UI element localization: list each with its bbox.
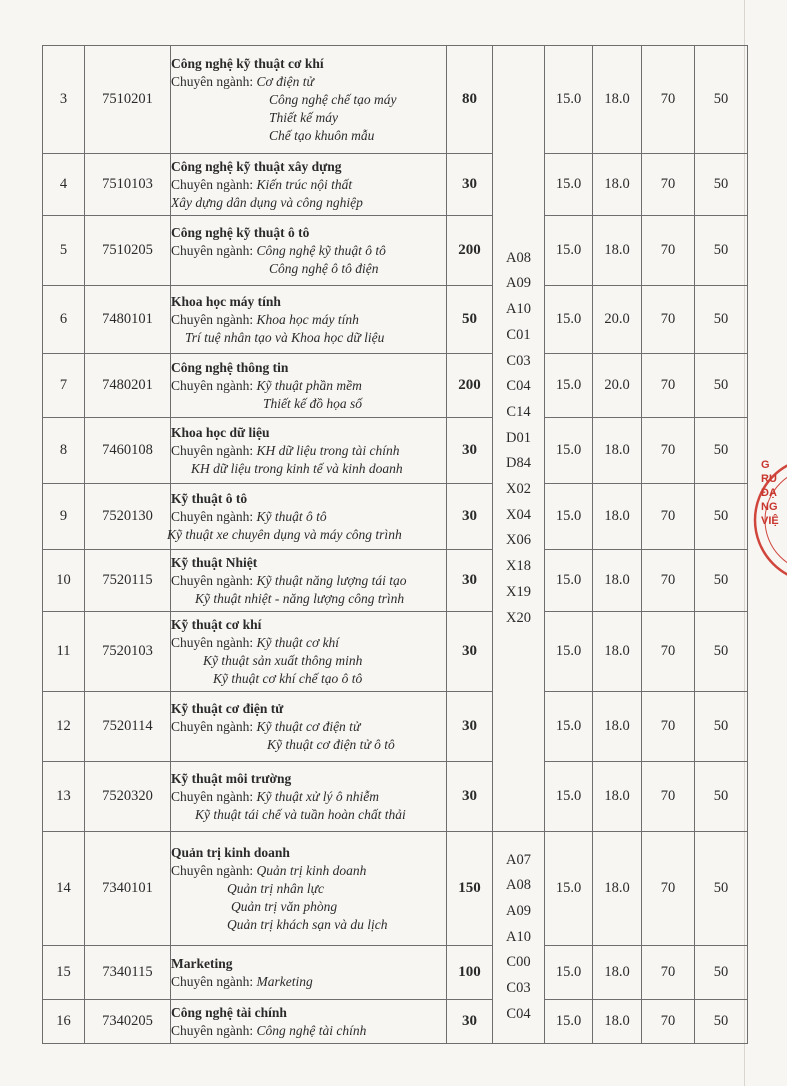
score-value-3: 70 xyxy=(642,550,695,612)
major-name-cell xyxy=(171,354,447,418)
quota: 30 xyxy=(447,1000,493,1044)
combo-code: C03 xyxy=(506,352,531,369)
score-value-1: 15.0 xyxy=(545,154,593,216)
row-number: 3 xyxy=(43,46,85,154)
major-title: Công nghệ thông tin xyxy=(171,359,289,375)
combo-code: A10 xyxy=(506,928,531,945)
major-title: Kỹ thuật môi trường xyxy=(171,770,292,786)
score-value-2: 18.0 xyxy=(593,762,642,832)
score-value-4: 50 xyxy=(695,946,748,1000)
table-row xyxy=(43,154,748,216)
quota: 80 xyxy=(447,46,493,154)
specialization-line xyxy=(171,91,446,109)
specialization-line xyxy=(171,194,446,212)
combo-code: C04 xyxy=(506,1005,531,1022)
row-number: 12 xyxy=(43,692,85,762)
official-seal-fragment xyxy=(747,440,787,610)
specialization-line xyxy=(171,670,446,688)
admissions-table xyxy=(42,45,748,1044)
specialization-line xyxy=(171,73,446,91)
major-code: 7480101 xyxy=(85,286,171,354)
major-code: 7520115 xyxy=(85,550,171,612)
row-number: 11 xyxy=(43,612,85,692)
major-title: Công nghệ tài chính xyxy=(171,1004,287,1020)
specialization-prefix: Chuyên ngành: xyxy=(171,718,257,734)
major-name-cell xyxy=(167,484,447,550)
score-value-4: 50 xyxy=(695,484,748,550)
major-code: 7520114 xyxy=(85,692,171,762)
specialization-prefix: Chuyên ngành: xyxy=(171,442,257,458)
table-row xyxy=(43,692,748,762)
specialization-name: Chế tạo khuôn mẫu xyxy=(269,127,375,143)
specialization-line xyxy=(171,508,446,526)
score-value-3: 70 xyxy=(642,612,695,692)
specialization-line xyxy=(171,311,446,329)
specialization-line xyxy=(171,973,446,991)
score-value-2: 18.0 xyxy=(593,550,642,612)
seal-letter-line: ĐẠ xyxy=(761,487,777,499)
combo-code: C04 xyxy=(506,378,531,395)
table-row xyxy=(43,354,748,418)
combo-code: A10 xyxy=(506,301,531,318)
combo-code: X06 xyxy=(506,532,531,549)
major-code: 7480201 xyxy=(85,354,171,418)
specialization-prefix: Chuyên ngành: xyxy=(171,634,257,650)
score-value-2: 18.0 xyxy=(593,946,642,1000)
specialization-line xyxy=(171,806,446,824)
major-title: Công nghệ kỹ thuật ô tô xyxy=(171,224,310,240)
specialization-line xyxy=(171,395,446,413)
score-value-2: 18.0 xyxy=(593,154,642,216)
subject-combinations-group-b xyxy=(493,832,545,1044)
major-title: Kỹ thuật Nhiệt xyxy=(171,554,258,570)
major-name-cell xyxy=(171,762,447,832)
combo-code: X04 xyxy=(506,506,531,523)
score-value-2: 18.0 xyxy=(593,484,642,550)
score-value-3: 70 xyxy=(642,946,695,1000)
score-value-4: 50 xyxy=(695,550,748,612)
quota: 30 xyxy=(447,612,493,692)
major-name-cell xyxy=(171,612,447,692)
row-number: 13 xyxy=(43,762,85,832)
quota: 30 xyxy=(447,692,493,762)
specialization-name: Kỹ thuật xử lý ô nhiễm xyxy=(256,788,379,804)
specialization-name: Kỹ thuật xe chuyên dụng và máy công trình xyxy=(167,526,402,542)
score-value-4: 50 xyxy=(695,692,748,762)
score-value-4: 50 xyxy=(695,418,748,484)
combo-code: C00 xyxy=(506,954,531,971)
quota: 150 xyxy=(447,832,493,946)
quota: 200 xyxy=(447,216,493,286)
specialization-prefix: Chuyên ngành: xyxy=(171,73,257,89)
specialization-line xyxy=(171,590,446,608)
specialization-name: Khoa học máy tính xyxy=(256,311,359,327)
seal-letter-line: NG xyxy=(761,501,778,513)
specialization-prefix: Chuyên ngành: xyxy=(171,311,257,327)
score-value-2: 18.0 xyxy=(593,418,642,484)
specialization-prefix: Chuyên ngành: xyxy=(171,572,257,588)
table-row xyxy=(43,946,748,1000)
score-value-4: 50 xyxy=(695,762,748,832)
specialization-name: Thiết kế đồ họa số xyxy=(263,395,362,411)
seal-letter-line: G xyxy=(761,459,770,471)
score-value-3: 70 xyxy=(642,484,695,550)
specialization-prefix: Chuyên ngành: xyxy=(171,1022,257,1038)
specialization-line xyxy=(171,176,446,194)
seal-letter-line: RU xyxy=(761,473,777,485)
specialization-name: Quản trị nhân lực xyxy=(227,880,324,896)
row-number: 10 xyxy=(43,550,85,612)
score-value-3: 70 xyxy=(642,692,695,762)
score-value-2: 18.0 xyxy=(593,692,642,762)
specialization-prefix: Chuyên ngành: xyxy=(171,377,257,393)
score-value-3: 70 xyxy=(642,216,695,286)
specialization-line xyxy=(171,127,446,145)
specialization-prefix: Chuyên ngành: xyxy=(171,176,257,192)
score-value-4: 50 xyxy=(695,1000,748,1044)
major-name-cell xyxy=(171,832,447,946)
table-row xyxy=(43,832,748,946)
specialization-name: Kiến trúc nội thất xyxy=(256,176,353,192)
score-value-3: 70 xyxy=(642,354,695,418)
score-value-1: 15.0 xyxy=(545,692,593,762)
score-value-4: 50 xyxy=(695,354,748,418)
major-title: Công nghệ kỹ thuật xây dựng xyxy=(171,158,342,174)
table-row xyxy=(43,286,748,354)
specialization-line xyxy=(171,242,446,260)
score-value-2: 18.0 xyxy=(593,46,642,154)
score-value-2: 20.0 xyxy=(593,354,642,418)
specialization-line xyxy=(171,718,446,736)
specialization-line xyxy=(171,572,446,590)
score-value-2: 18.0 xyxy=(593,1000,642,1044)
specialization-name: Kỹ thuật sản xuất thông minh xyxy=(203,652,363,668)
combo-code: C14 xyxy=(506,403,531,420)
score-value-3: 70 xyxy=(642,762,695,832)
score-value-1: 15.0 xyxy=(545,550,593,612)
specialization-name: Công nghệ kỹ thuật ô tô xyxy=(256,242,386,258)
combo-code: A08 xyxy=(506,877,531,894)
row-number: 15 xyxy=(43,946,85,1000)
major-code: 7340205 xyxy=(85,1000,171,1044)
score-value-1: 15.0 xyxy=(545,612,593,692)
major-code: 7340115 xyxy=(85,946,171,1000)
table-row xyxy=(43,484,748,550)
table-row xyxy=(43,46,748,154)
major-name-cell xyxy=(171,550,447,612)
quota: 100 xyxy=(447,946,493,1000)
seal-lettering xyxy=(761,458,779,528)
major-title: Công nghệ kỹ thuật cơ khí xyxy=(171,55,324,71)
major-name-cell xyxy=(171,154,447,216)
combo-code: D01 xyxy=(506,429,531,446)
specialization-name: Kỹ thuật tái chế và tuần hoàn chất thải xyxy=(195,806,406,822)
combo-code: C03 xyxy=(506,980,531,997)
quota: 30 xyxy=(447,484,493,550)
combo-code: X02 xyxy=(506,481,531,498)
quota: 30 xyxy=(447,418,493,484)
specialization-name: Kỹ thuật cơ điện tử ô tô xyxy=(267,736,395,752)
specialization-line xyxy=(171,260,446,278)
specialization-prefix: Chuyên ngành: xyxy=(171,508,257,524)
combo-code: X20 xyxy=(506,609,531,626)
specialization-name: KH dữ liệu trong kinh tế và kinh doanh xyxy=(191,460,403,476)
score-value-4: 50 xyxy=(695,612,748,692)
specialization-line xyxy=(171,862,446,880)
major-title: Kỹ thuật ô tô xyxy=(171,490,248,506)
row-number: 14 xyxy=(43,832,85,946)
score-value-2: 18.0 xyxy=(593,216,642,286)
specialization-line xyxy=(171,377,446,395)
specialization-line xyxy=(171,442,446,460)
score-value-4: 50 xyxy=(695,832,748,946)
score-value-1: 15.0 xyxy=(545,418,593,484)
score-value-3: 70 xyxy=(642,1000,695,1044)
specialization-name: Công nghệ chế tạo máy xyxy=(269,91,397,107)
major-name-cell xyxy=(171,692,447,762)
score-value-1: 15.0 xyxy=(545,46,593,154)
score-value-2: 18.0 xyxy=(593,832,642,946)
table-row xyxy=(43,550,748,612)
specialization-line xyxy=(167,526,446,544)
row-number: 5 xyxy=(43,216,85,286)
major-title: Kỹ thuật cơ điện tử xyxy=(171,700,284,716)
score-value-1: 15.0 xyxy=(545,354,593,418)
major-title: Khoa học dữ liệu xyxy=(171,424,270,440)
major-code: 7510103 xyxy=(85,154,171,216)
major-name-cell xyxy=(171,946,447,1000)
specialization-line xyxy=(171,109,446,127)
table-row xyxy=(43,1000,748,1044)
specialization-name: Thiết kế máy xyxy=(269,109,338,125)
score-value-3: 70 xyxy=(642,286,695,354)
row-number: 9 xyxy=(43,484,85,550)
specialization-line xyxy=(171,1022,446,1040)
quota: 30 xyxy=(447,762,493,832)
table-row xyxy=(43,418,748,484)
row-number: 8 xyxy=(43,418,85,484)
specialization-prefix: Chuyên ngành: xyxy=(171,973,257,989)
specialization-name: Kỹ thuật năng lượng tái tạo xyxy=(256,572,407,588)
table-row xyxy=(43,612,748,692)
row-number: 6 xyxy=(43,286,85,354)
row-number: 7 xyxy=(43,354,85,418)
major-code: 7520103 xyxy=(85,612,171,692)
specialization-name: Kỹ thuật nhiệt - năng lượng công trình xyxy=(195,590,405,606)
score-value-4: 50 xyxy=(695,154,748,216)
seal-letter-line: VIỆ xyxy=(761,515,779,527)
score-value-4: 50 xyxy=(695,286,748,354)
specialization-name: Kỹ thuật cơ khí chế tạo ô tô xyxy=(213,670,363,686)
score-value-1: 15.0 xyxy=(545,286,593,354)
combo-code: X18 xyxy=(506,558,531,575)
major-name-cell xyxy=(171,216,447,286)
quota: 30 xyxy=(447,154,493,216)
score-value-1: 15.0 xyxy=(545,484,593,550)
specialization-name: Quản trị kinh doanh xyxy=(256,862,367,878)
major-code: 7520320 xyxy=(85,762,171,832)
score-value-1: 15.0 xyxy=(545,762,593,832)
major-code: 7520130 xyxy=(85,484,171,550)
combo-code: A08 xyxy=(506,249,531,266)
specialization-name: Cơ điện tử xyxy=(256,73,314,89)
score-value-1: 15.0 xyxy=(545,832,593,946)
specialization-name: Công nghệ ô tô điện xyxy=(269,260,379,276)
score-value-1: 15.0 xyxy=(545,216,593,286)
score-value-1: 15.0 xyxy=(545,946,593,1000)
quota: 50 xyxy=(447,286,493,354)
major-title: Quản trị kinh doanh xyxy=(171,844,290,860)
combo-code: D84 xyxy=(506,455,531,472)
score-value-3: 70 xyxy=(642,418,695,484)
score-value-2: 20.0 xyxy=(593,286,642,354)
combo-code: A09 xyxy=(506,275,531,292)
subject-combinations-group-a xyxy=(493,46,545,832)
table-row xyxy=(43,216,748,286)
specialization-prefix: Chuyên ngành: xyxy=(171,862,257,878)
score-value-3: 70 xyxy=(642,46,695,154)
major-code: 7510201 xyxy=(85,46,171,154)
specialization-name: Kỹ thuật ô tô xyxy=(256,508,327,524)
specialization-line xyxy=(171,634,446,652)
row-number: 16 xyxy=(43,1000,85,1044)
score-value-2: 18.0 xyxy=(593,612,642,692)
specialization-name: KH dữ liệu trong tài chính xyxy=(256,442,400,458)
table-row xyxy=(43,762,748,832)
score-value-4: 50 xyxy=(695,216,748,286)
specialization-line xyxy=(171,880,446,898)
quota: 200 xyxy=(447,354,493,418)
major-title: Khoa học máy tính xyxy=(171,293,281,309)
specialization-line xyxy=(171,898,446,916)
specialization-name: Marketing xyxy=(256,973,313,989)
specialization-name: Xây dựng dân dụng và công nghiệp xyxy=(171,194,363,210)
combo-code: A07 xyxy=(506,851,531,868)
major-code: 7460108 xyxy=(85,418,171,484)
major-code: 7340101 xyxy=(85,832,171,946)
specialization-prefix: Chuyên ngành: xyxy=(171,242,257,258)
score-value-3: 70 xyxy=(642,832,695,946)
specialization-name: Kỹ thuật cơ điện tử xyxy=(256,718,361,734)
specialization-prefix: Chuyên ngành: xyxy=(171,788,257,804)
major-name-cell xyxy=(171,46,447,154)
major-code: 7510205 xyxy=(85,216,171,286)
score-value-1: 15.0 xyxy=(545,1000,593,1044)
specialization-line xyxy=(171,460,446,478)
specialization-line xyxy=(171,788,446,806)
specialization-name: Kỹ thuật phần mềm xyxy=(256,377,362,393)
score-value-3: 70 xyxy=(642,154,695,216)
row-number: 4 xyxy=(43,154,85,216)
major-name-cell xyxy=(171,286,447,354)
specialization-line xyxy=(171,652,446,670)
major-name-cell xyxy=(171,1000,447,1044)
quota: 30 xyxy=(447,550,493,612)
specialization-line xyxy=(171,736,446,754)
specialization-name: Công nghệ tài chính xyxy=(256,1022,367,1038)
score-value-4: 50 xyxy=(695,46,748,154)
specialization-name: Quản trị văn phòng xyxy=(231,898,338,914)
specialization-name: Quản trị khách sạn và du lịch xyxy=(227,916,388,932)
specialization-line xyxy=(171,329,446,347)
major-title: Marketing xyxy=(171,955,233,971)
specialization-name: Trí tuệ nhân tạo và Khoa học dữ liệu xyxy=(185,329,385,345)
combo-code: A09 xyxy=(506,902,531,919)
specialization-name: Kỹ thuật cơ khí xyxy=(256,634,340,650)
major-title: Kỹ thuật cơ khí xyxy=(171,616,262,632)
major-name-cell xyxy=(171,418,447,484)
combo-code: X19 xyxy=(506,583,531,600)
specialization-line xyxy=(171,916,446,934)
combo-code: C01 xyxy=(506,326,531,343)
